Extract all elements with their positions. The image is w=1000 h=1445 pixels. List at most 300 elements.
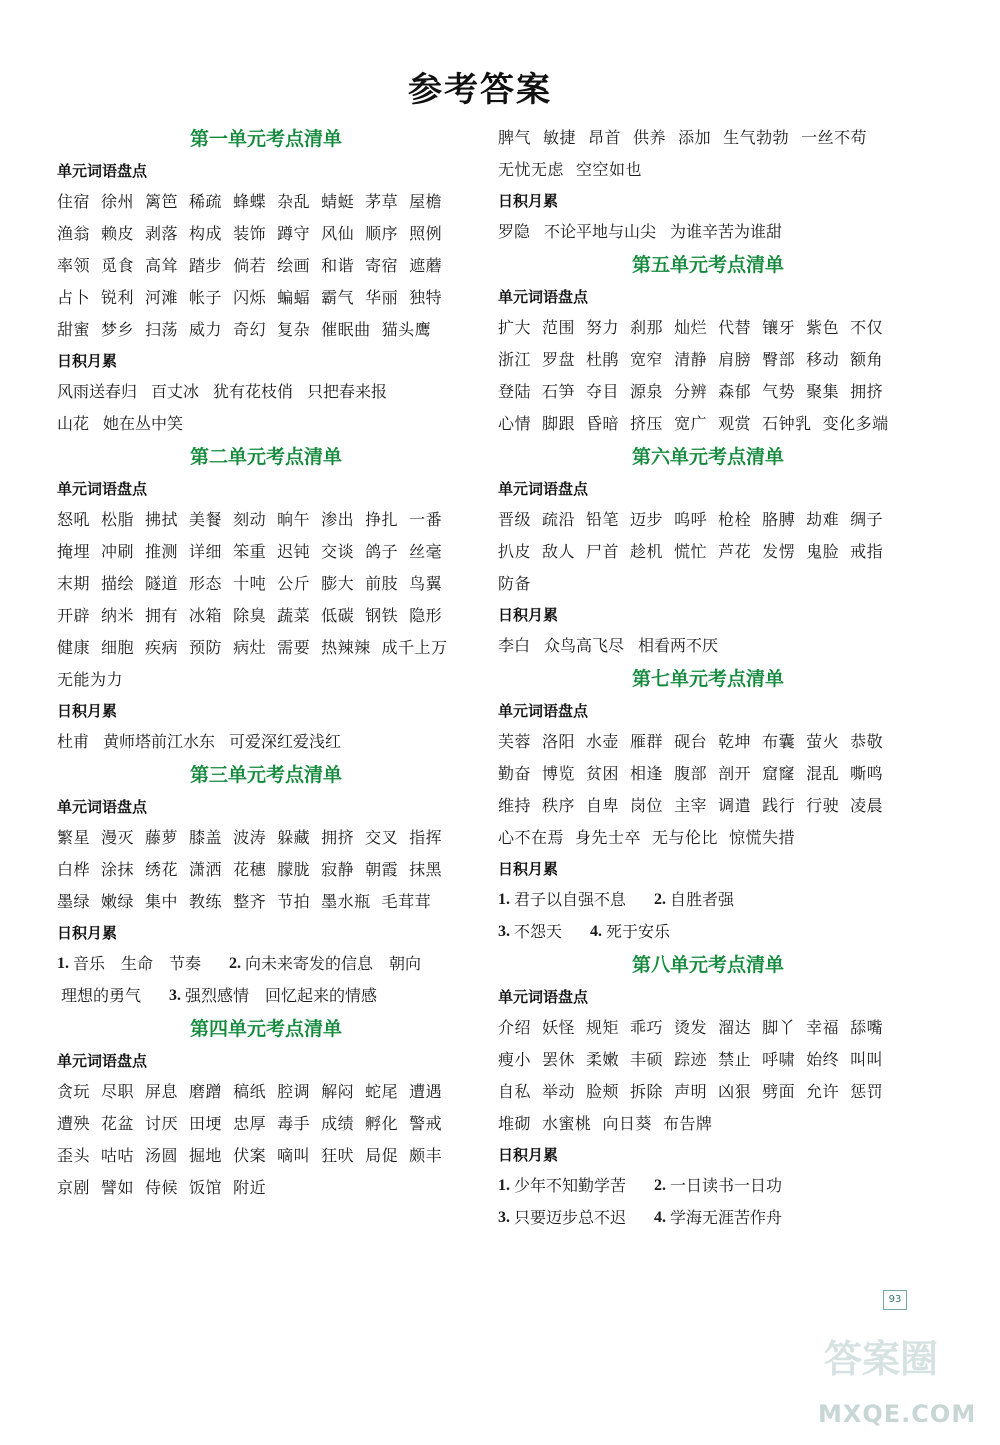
vocab-word: 介绍 bbox=[498, 1018, 532, 1037]
vocab-word: 锐利 bbox=[101, 288, 135, 307]
vocab-word: 成绩 bbox=[321, 1114, 355, 1133]
vocab-word: 舔嘴 bbox=[850, 1018, 884, 1037]
section-title: 第八单元考点清单 bbox=[631, 954, 784, 976]
vocab-word: 花盆 bbox=[101, 1114, 135, 1133]
vocab-word: 譬如 bbox=[101, 1178, 135, 1197]
subheading-vocab: 单元词语盘点 bbox=[498, 702, 589, 720]
vocab-word: 添加 bbox=[678, 128, 712, 147]
vocab-word: 成千上万 bbox=[381, 638, 448, 657]
vocab-word: 声明 bbox=[674, 1082, 708, 1101]
vocab-word: 发愣 bbox=[762, 542, 796, 561]
vocab-word: 布告牌 bbox=[663, 1114, 713, 1133]
vocab-word: 勤奋 bbox=[498, 764, 532, 783]
vocab-word: 腔调 bbox=[277, 1082, 311, 1101]
answer-text: 只要迈步总不迟 bbox=[514, 1208, 627, 1227]
accumulation-line bbox=[57, 408, 475, 440]
vocab-word: 代替 bbox=[718, 318, 752, 337]
vocab-word: 罢休 bbox=[542, 1050, 576, 1069]
vocab-word: 丝毫 bbox=[409, 542, 443, 561]
vocab-word: 装饰 bbox=[233, 224, 267, 243]
vocab-word: 努力 bbox=[586, 318, 620, 337]
vocab-word: 毛茸茸 bbox=[381, 892, 432, 911]
vocab-word: 昂首 bbox=[588, 128, 622, 147]
vocab-word: 一丝不苟 bbox=[801, 128, 868, 147]
numbered-answer bbox=[57, 980, 155, 1012]
vocab-word: 刻动 bbox=[233, 510, 267, 529]
accumulation-item: 可爱深红爱浅红 bbox=[229, 732, 342, 751]
watermark-logo bbox=[822, 1332, 972, 1380]
vocab-word: 清静 bbox=[674, 350, 708, 369]
vocab-word: 混乱 bbox=[806, 764, 840, 783]
answer-text: 学海无涯苦作舟 bbox=[670, 1208, 783, 1227]
vocab-word: 罗盘 bbox=[542, 350, 576, 369]
vocab-word: 前肢 bbox=[365, 574, 399, 593]
vocab-word: 石笋 bbox=[542, 382, 576, 401]
vocab-word: 渔翁 bbox=[57, 224, 91, 243]
vocab-word: 白桦 bbox=[57, 860, 91, 879]
vocab-word: 藤萝 bbox=[145, 828, 179, 847]
vocab-word: 紫色 bbox=[806, 318, 840, 337]
vocab-word: 顺序 bbox=[365, 224, 399, 243]
vocab-word: 蹲守 bbox=[277, 224, 311, 243]
vocab-word: 移动 bbox=[806, 350, 840, 369]
vocab-word: 鸟翼 bbox=[409, 574, 443, 593]
vocab-word: 调遣 bbox=[718, 796, 752, 815]
vocab-word: 宽窄 bbox=[630, 350, 664, 369]
accumulation-line bbox=[498, 1170, 918, 1202]
vocab-word: 拆除 bbox=[630, 1082, 664, 1101]
vocab-grid bbox=[57, 1076, 475, 1204]
vocab-word: 生气勃勃 bbox=[723, 128, 790, 147]
numbered-answer bbox=[229, 948, 435, 980]
vocab-word: 田埂 bbox=[189, 1114, 223, 1133]
vocab-word: 烫发 bbox=[674, 1018, 708, 1037]
vocab-word: 劈面 bbox=[762, 1082, 796, 1101]
vocab-word: 甜蜜 bbox=[57, 320, 91, 339]
numbered-answer bbox=[654, 1202, 796, 1234]
vocab-word: 疏沿 bbox=[542, 510, 576, 529]
numbered-answer bbox=[654, 1170, 796, 1202]
vocab-word: 咕咕 bbox=[101, 1146, 135, 1165]
subheading-vocab: 单元词语盘点 bbox=[498, 288, 589, 306]
page-title: 参考答案 bbox=[408, 70, 552, 110]
vocab-word: 开辟 bbox=[57, 606, 91, 625]
answer-text: 一日读书一日功 bbox=[670, 1176, 783, 1195]
vocab-word: 徐州 bbox=[101, 192, 135, 211]
vocab-word: 变化多端 bbox=[822, 414, 889, 433]
vocab-grid bbox=[498, 1012, 918, 1140]
accumulation-line bbox=[57, 980, 475, 1012]
vocab-word: 篱笆 bbox=[145, 192, 179, 211]
vocab-word: 柔嫩 bbox=[586, 1050, 620, 1069]
accumulation-item: 不论平地与山尖 bbox=[544, 222, 657, 241]
section-title: 第四单元考点清单 bbox=[189, 1018, 342, 1040]
vocab-word: 率领 bbox=[57, 256, 91, 275]
answer-number: 1. bbox=[498, 1177, 510, 1194]
vocab-word: 乾坤 bbox=[718, 732, 752, 751]
vocab-word: 河滩 bbox=[145, 288, 179, 307]
vocab-word: 复杂 bbox=[277, 320, 311, 339]
vocab-word: 幸福 bbox=[806, 1018, 840, 1037]
vocab-word: 华丽 bbox=[365, 288, 399, 307]
vocab-word: 铅笔 bbox=[586, 510, 620, 529]
subheading-vocab: 单元词语盘点 bbox=[498, 480, 589, 498]
vocab-grid bbox=[57, 822, 475, 918]
vocab-word: 鬼脸 bbox=[806, 542, 840, 561]
vocab-word: 构成 bbox=[189, 224, 223, 243]
accumulation-item: 杜甫 bbox=[57, 732, 90, 751]
vocab-word: 孵化 bbox=[365, 1114, 399, 1133]
subheading-accumulation: 日积月累 bbox=[498, 1146, 559, 1164]
vocab-grid bbox=[57, 504, 475, 696]
vocab-word: 惩罚 bbox=[850, 1082, 884, 1101]
vocab-word: 呜呼 bbox=[674, 510, 708, 529]
vocab-word: 蜻蜓 bbox=[321, 192, 355, 211]
vocab-word: 敌人 bbox=[542, 542, 576, 561]
subheading-accumulation: 日积月累 bbox=[498, 192, 559, 210]
vocab-word: 十吨 bbox=[233, 574, 267, 593]
vocab-grid bbox=[498, 726, 918, 854]
vocab-word: 镶牙 bbox=[762, 318, 796, 337]
vocab-word: 观赏 bbox=[718, 414, 752, 433]
vocab-word: 钢铁 bbox=[365, 606, 399, 625]
answer-number: 3. bbox=[498, 1209, 510, 1226]
vocab-word: 寄宿 bbox=[365, 256, 399, 275]
vocab-word: 屋檐 bbox=[409, 192, 443, 211]
vocab-word: 枪栓 bbox=[718, 510, 752, 529]
page-number-badge: 93 bbox=[883, 1290, 907, 1310]
vocab-word: 源泉 bbox=[630, 382, 664, 401]
accumulation-item: 犹有花枝俏 bbox=[213, 382, 294, 401]
vocab-word: 允许 bbox=[806, 1082, 840, 1101]
vocab-word: 自卑 bbox=[586, 796, 620, 815]
vocab-word: 形态 bbox=[189, 574, 223, 593]
numbered-answer bbox=[498, 916, 576, 948]
vocab-word: 汤圆 bbox=[145, 1146, 179, 1165]
vocab-word: 指挥 bbox=[409, 828, 443, 847]
accumulation-item: 她在丛中笑 bbox=[103, 414, 184, 433]
vocab-word: 和谐 bbox=[321, 256, 355, 275]
vocab-word: 涂抹 bbox=[101, 860, 135, 879]
vocab-word: 抹黑 bbox=[409, 860, 443, 879]
vocab-word: 梦乡 bbox=[101, 320, 135, 339]
vocab-word: 稀疏 bbox=[189, 192, 223, 211]
accumulation-line bbox=[57, 726, 475, 758]
vocab-word: 额角 bbox=[850, 350, 884, 369]
answer-text: 音乐 生命 节奏 bbox=[73, 954, 202, 973]
vocab-word: 遮蘑 bbox=[409, 256, 443, 275]
vocab-word: 昏暗 bbox=[586, 414, 620, 433]
vocab-word: 绣花 bbox=[145, 860, 179, 879]
vocab-word: 病灶 bbox=[233, 638, 267, 657]
accumulation-item: 为谁辛苦为谁甜 bbox=[670, 222, 783, 241]
subheading-vocab: 单元词语盘点 bbox=[57, 480, 148, 498]
vocab-word: 脚跟 bbox=[542, 414, 576, 433]
vocab-word: 热辣辣 bbox=[321, 638, 371, 657]
accumulation-line bbox=[57, 948, 475, 980]
vocab-word: 趁机 bbox=[630, 542, 664, 561]
accumulation-item: 众鸟高飞尽 bbox=[544, 636, 625, 655]
accumulation-item: 山花 bbox=[57, 414, 90, 433]
watermark-logo-text: 答案圈 bbox=[824, 1337, 939, 1380]
accumulation-item: 李白 bbox=[498, 636, 531, 655]
vocab-word: 身先士卒 bbox=[575, 828, 642, 847]
vocab-word: 寂静 bbox=[321, 860, 355, 879]
vocab-word: 霸气 bbox=[321, 288, 355, 307]
vocab-grid bbox=[498, 504, 918, 600]
vocab-word: 拥有 bbox=[145, 606, 179, 625]
vocab-word: 乖巧 bbox=[630, 1018, 664, 1037]
vocab-word: 朝霞 bbox=[365, 860, 399, 879]
left-column bbox=[57, 122, 475, 1204]
vocab-word: 掩埋 bbox=[57, 542, 91, 561]
answer-text: 不怨天 bbox=[514, 922, 563, 941]
accumulation-line bbox=[498, 216, 918, 248]
vocab-word: 脸颊 bbox=[586, 1082, 620, 1101]
vocab-word: 溜达 bbox=[718, 1018, 752, 1037]
subheading-accumulation: 日积月累 bbox=[57, 702, 118, 720]
vocab-word: 心情 bbox=[498, 414, 532, 433]
vocab-word: 践行 bbox=[762, 796, 796, 815]
numbered-answer bbox=[590, 916, 684, 948]
vocab-word: 无能为力 bbox=[57, 670, 124, 689]
vocab-word: 隧道 bbox=[145, 574, 179, 593]
vocab-word: 屏息 bbox=[145, 1082, 179, 1101]
vocab-word: 狂吠 bbox=[321, 1146, 355, 1165]
numbered-answer bbox=[498, 1170, 640, 1202]
vocab-word: 扫荡 bbox=[145, 320, 179, 339]
vocab-word: 高耸 bbox=[145, 256, 179, 275]
vocab-word: 踏步 bbox=[189, 256, 223, 275]
vocab-word: 森郁 bbox=[718, 382, 752, 401]
vocab-grid bbox=[57, 186, 475, 346]
vocab-word: 蝙蝠 bbox=[277, 288, 311, 307]
vocab-word: 饭馆 bbox=[189, 1178, 223, 1197]
vocab-word: 需要 bbox=[277, 638, 311, 657]
answer-text: 少年不知勤学苦 bbox=[514, 1176, 627, 1195]
vocab-word: 凌晨 bbox=[850, 796, 884, 815]
vocab-word: 风仙 bbox=[321, 224, 355, 243]
vocab-grid bbox=[498, 122, 918, 186]
vocab-word: 住宿 bbox=[57, 192, 91, 211]
subheading-vocab: 单元词语盘点 bbox=[57, 162, 148, 180]
vocab-word: 规矩 bbox=[586, 1018, 620, 1037]
section bbox=[498, 122, 918, 248]
vocab-word: 膝盖 bbox=[189, 828, 223, 847]
section-title: 第七单元考点清单 bbox=[631, 668, 784, 690]
vocab-word: 宽广 bbox=[674, 414, 708, 433]
answer-text: 君子以自强不息 bbox=[514, 890, 627, 909]
vocab-word: 恭敬 bbox=[850, 732, 884, 751]
vocab-word: 末期 bbox=[57, 574, 91, 593]
vocab-word: 叫叫 bbox=[850, 1050, 884, 1069]
vocab-word: 气势 bbox=[762, 382, 796, 401]
accumulation-item: 罗隐 bbox=[498, 222, 531, 241]
vocab-word: 奇幻 bbox=[233, 320, 267, 339]
vocab-word: 堆砌 bbox=[498, 1114, 532, 1133]
numbered-answer bbox=[57, 948, 215, 980]
vocab-word: 膨大 bbox=[321, 574, 355, 593]
subheading-accumulation: 日积月累 bbox=[57, 352, 118, 370]
subheading-accumulation: 日积月累 bbox=[498, 606, 559, 624]
vocab-word: 讨厌 bbox=[145, 1114, 179, 1133]
vocab-word: 催眠曲 bbox=[321, 320, 371, 339]
vocab-word: 砚台 bbox=[674, 732, 708, 751]
vocab-word: 墨绿 bbox=[57, 892, 91, 911]
accumulation-line bbox=[498, 884, 918, 916]
vocab-word: 水壶 bbox=[586, 732, 620, 751]
vocab-word: 行驶 bbox=[806, 796, 840, 815]
vocab-word: 萤火 bbox=[806, 732, 840, 751]
vocab-word: 帐子 bbox=[189, 288, 223, 307]
subheading-vocab: 单元词语盘点 bbox=[498, 988, 589, 1006]
vocab-word: 波涛 bbox=[233, 828, 267, 847]
answer-number: 1. bbox=[498, 891, 510, 908]
vocab-word: 无与伦比 bbox=[652, 828, 719, 847]
vocab-word: 禁止 bbox=[718, 1050, 752, 1069]
numbered-answer bbox=[169, 980, 391, 1012]
vocab-word: 杜鹃 bbox=[586, 350, 620, 369]
section bbox=[57, 440, 475, 758]
vocab-word: 岗位 bbox=[630, 796, 664, 815]
vocab-word: 隐形 bbox=[409, 606, 443, 625]
vocab-word: 水蜜桃 bbox=[542, 1114, 592, 1133]
vocab-word: 墨水瓶 bbox=[321, 892, 371, 911]
vocab-word: 疾病 bbox=[145, 638, 179, 657]
vocab-word: 遭殃 bbox=[57, 1114, 91, 1133]
vocab-word: 蔬菜 bbox=[277, 606, 311, 625]
vocab-word: 胳膊 bbox=[762, 510, 796, 529]
vocab-word: 节拍 bbox=[277, 892, 311, 911]
vocab-word: 倘若 bbox=[233, 256, 267, 275]
accumulation-line bbox=[498, 630, 918, 662]
vocab-word: 冰箱 bbox=[189, 606, 223, 625]
section bbox=[498, 440, 918, 662]
subheading-vocab: 单元词语盘点 bbox=[57, 1052, 148, 1070]
vocab-word: 心不在焉 bbox=[498, 828, 565, 847]
section-title: 第六单元考点清单 bbox=[631, 446, 784, 468]
numbered-answer bbox=[498, 884, 640, 916]
vocab-word: 尸首 bbox=[586, 542, 620, 561]
vocab-word: 窟窿 bbox=[762, 764, 796, 783]
vocab-word: 歪头 bbox=[57, 1146, 91, 1165]
vocab-word: 掘地 bbox=[189, 1146, 223, 1165]
answer-number: 2. bbox=[654, 1177, 667, 1194]
vocab-word: 瘦小 bbox=[498, 1050, 532, 1069]
section-title: 第二单元考点清单 bbox=[189, 446, 342, 468]
vocab-word: 肩膀 bbox=[718, 350, 752, 369]
vocab-word: 美餐 bbox=[189, 510, 223, 529]
vocab-word: 侍候 bbox=[145, 1178, 179, 1197]
accumulation-item: 风雨送春归 bbox=[57, 382, 138, 401]
vocab-word: 石钟乳 bbox=[762, 414, 812, 433]
vocab-word: 刹那 bbox=[630, 318, 664, 337]
vocab-word: 聚集 bbox=[806, 382, 840, 401]
vocab-word: 占卜 bbox=[57, 288, 91, 307]
vocab-word: 笨重 bbox=[233, 542, 267, 561]
section bbox=[57, 122, 475, 440]
section bbox=[498, 248, 918, 440]
vocab-word: 稿纸 bbox=[233, 1082, 267, 1101]
vocab-word: 怒吼 bbox=[57, 510, 91, 529]
vocab-word: 局促 bbox=[365, 1146, 399, 1165]
subheading-vocab: 单元词语盘点 bbox=[57, 798, 148, 816]
vocab-word: 劫难 bbox=[806, 510, 840, 529]
accumulation-line bbox=[498, 916, 918, 948]
vocab-word: 迈步 bbox=[630, 510, 664, 529]
vocab-word: 独特 bbox=[409, 288, 443, 307]
vocab-word: 蛇尾 bbox=[365, 1082, 399, 1101]
vocab-word: 整齐 bbox=[233, 892, 267, 911]
answer-number: 2. bbox=[229, 955, 242, 972]
vocab-word: 解闷 bbox=[321, 1082, 355, 1101]
vocab-word: 公斤 bbox=[277, 574, 311, 593]
vocab-word: 渗出 bbox=[321, 510, 355, 529]
vocab-word: 妖怪 bbox=[542, 1018, 576, 1037]
vocab-word: 脚丫 bbox=[762, 1018, 796, 1037]
section bbox=[57, 758, 475, 1012]
section bbox=[57, 1012, 475, 1204]
vocab-word: 尽职 bbox=[101, 1082, 135, 1101]
vocab-word: 附近 bbox=[233, 1178, 267, 1197]
vocab-word: 嫩绿 bbox=[101, 892, 135, 911]
vocab-word: 不仅 bbox=[850, 318, 884, 337]
vocab-word: 赖皮 bbox=[101, 224, 135, 243]
vocab-word: 警戒 bbox=[409, 1114, 443, 1133]
vocab-word: 布囊 bbox=[762, 732, 796, 751]
vocab-word: 威力 bbox=[189, 320, 223, 339]
answer-text: 强烈感情 回忆起来的情感 bbox=[185, 986, 378, 1005]
vocab-word: 松脂 bbox=[101, 510, 135, 529]
vocab-word: 绘画 bbox=[277, 256, 311, 275]
answer-number: 2. bbox=[654, 891, 667, 908]
vocab-word: 晌午 bbox=[277, 510, 311, 529]
vocab-word: 剥落 bbox=[145, 224, 179, 243]
vocab-word: 灿烂 bbox=[674, 318, 708, 337]
vocab-word: 芦花 bbox=[718, 542, 752, 561]
answer-text: 理想的勇气 bbox=[61, 986, 142, 1005]
vocab-word: 纳米 bbox=[101, 606, 135, 625]
vocab-word: 毒手 bbox=[277, 1114, 311, 1133]
vocab-word: 贫困 bbox=[586, 764, 620, 783]
subheading-accumulation: 日积月累 bbox=[498, 860, 559, 878]
vocab-word: 脾气 bbox=[498, 128, 532, 147]
vocab-word: 推测 bbox=[145, 542, 179, 561]
subheading-accumulation: 日积月累 bbox=[57, 924, 118, 942]
accumulation-item: 相看两不厌 bbox=[638, 636, 719, 655]
vocab-word: 敏捷 bbox=[543, 128, 577, 147]
vocab-word: 向日葵 bbox=[602, 1114, 653, 1133]
answer-number: 3. bbox=[498, 923, 510, 940]
vocab-word: 潇洒 bbox=[189, 860, 223, 879]
vocab-word: 遭遇 bbox=[409, 1082, 443, 1101]
vocab-word: 踪迹 bbox=[674, 1050, 708, 1069]
vocab-word: 拥挤 bbox=[321, 828, 355, 847]
vocab-word: 健康 bbox=[57, 638, 91, 657]
vocab-word: 腹部 bbox=[674, 764, 708, 783]
answer-number: 4. bbox=[590, 923, 603, 940]
vocab-word: 低碳 bbox=[321, 606, 355, 625]
vocab-grid bbox=[498, 312, 918, 440]
vocab-word: 预防 bbox=[189, 638, 223, 657]
vocab-word: 忠厚 bbox=[233, 1114, 267, 1133]
vocab-word: 迟钝 bbox=[277, 542, 311, 561]
vocab-word: 主宰 bbox=[674, 796, 708, 815]
vocab-word: 伏案 bbox=[233, 1146, 267, 1165]
vocab-word: 始终 bbox=[806, 1050, 840, 1069]
vocab-word: 慌忙 bbox=[674, 542, 708, 561]
vocab-word: 博览 bbox=[542, 764, 576, 783]
